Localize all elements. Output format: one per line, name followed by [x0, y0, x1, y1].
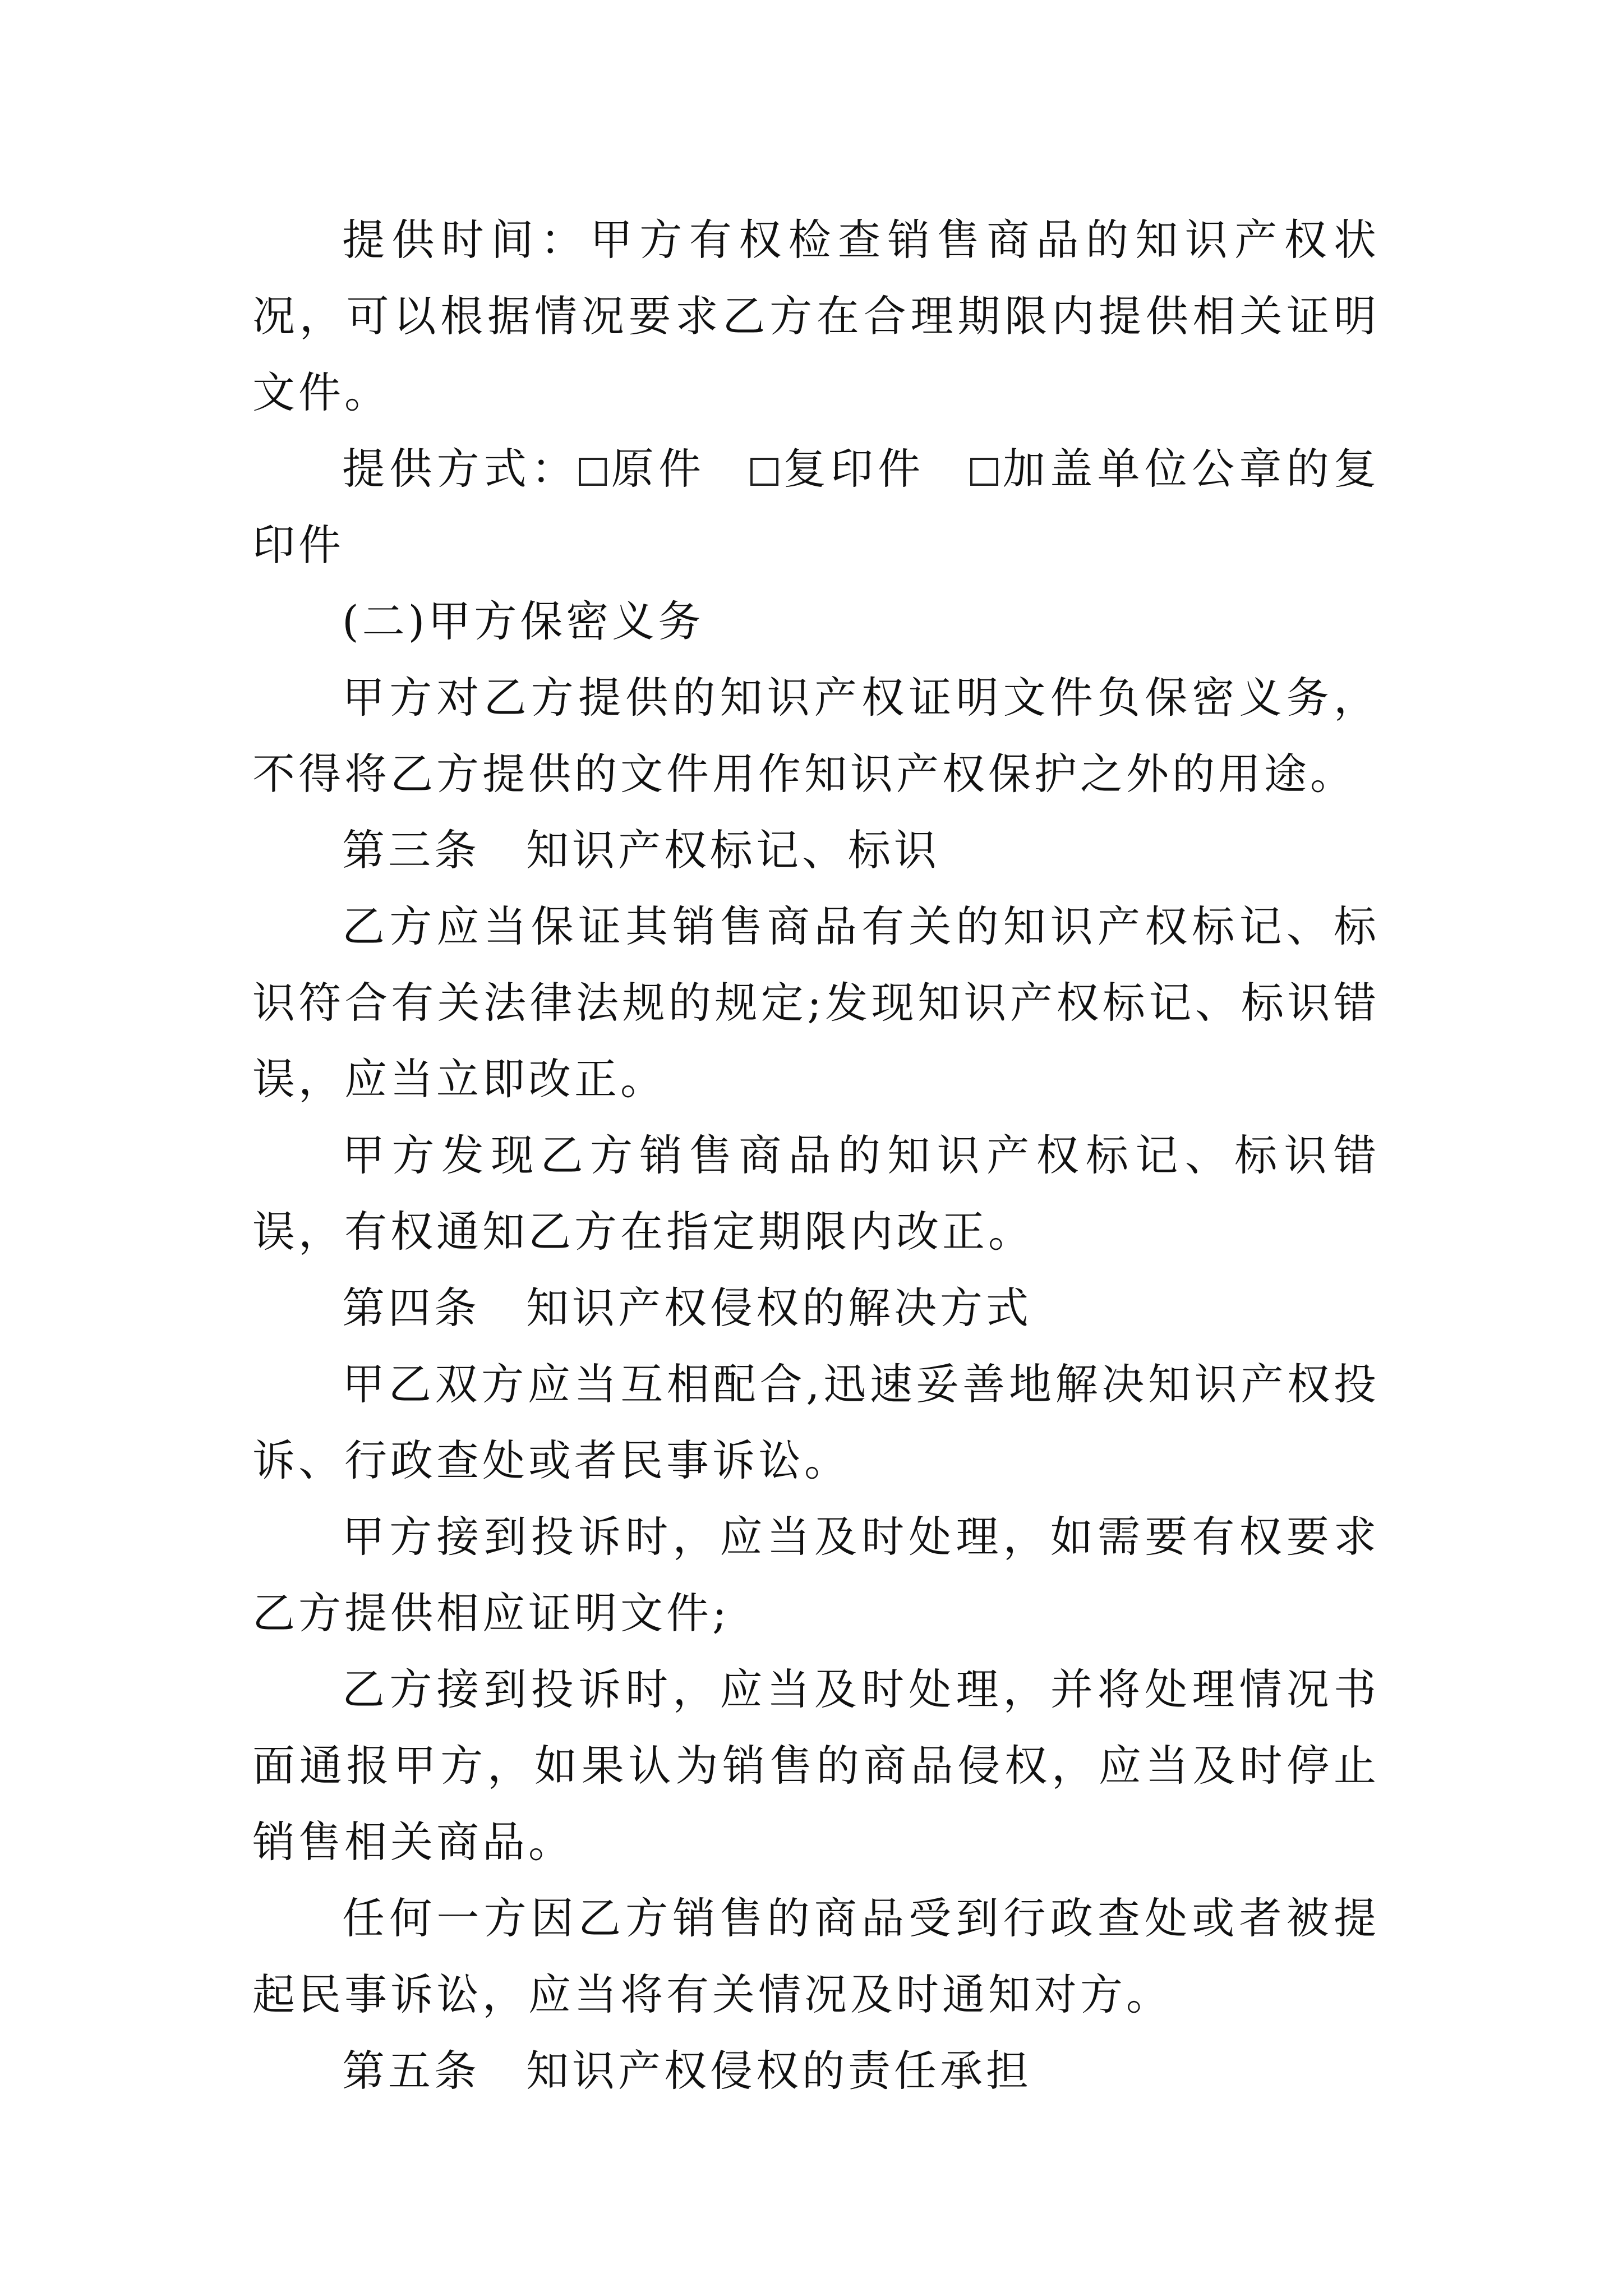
article-4-paragraph-3: 乙方接到投诉时，应当及时处理，并将处理情况书面通报甲方，如果认为销售的商品侵权，应当及时停止销售相关商品。: [252, 1664, 1380, 1867]
article-4-paragraph-2: 甲方接到投诉时，应当及时处理，如需要有权要求乙方提供相应证明文件;: [252, 1512, 1380, 1638]
checkbox-original[interactable]: [579, 458, 607, 486]
option-sealed-copy-label: 加盖单位公章的复印件: [252, 444, 1380, 570]
article-4-paragraph-1: 甲乙双方应当互相配合,迅速妥善地解决知识产权投诉、行政查处或者民事诉讼。: [252, 1359, 1380, 1485]
confidentiality-paragraph: 甲方对乙方提供的知识产权证明文件负保密义务，不得将乙方提供的文件用作知识产权保护之外的用途。: [252, 673, 1380, 799]
article-3-paragraph-2: 甲方发现乙方销售商品的知识产权标记、标识错误，有权通知乙方在指定期限内改正。: [252, 1130, 1380, 1257]
document-page: [252, 202, 1380, 2109]
checkbox-copy[interactable]: [750, 458, 778, 486]
article-4-paragraph-4: 任何一方因乙方销售的商品受到行政查处或者被提起民事诉讼，应当将有关情况及时通知对方。: [252, 1893, 1380, 2019]
option-copy-label: 复印件: [782, 444, 925, 494]
article-4-heading: 第四条 知识产权侵权的解决方式: [342, 1283, 1032, 1333]
provide-time-paragraph: 提供时间：甲方有权检查销售商品的知识产权状况，可以根据情况要求乙方在合理期限内提供相关证明文件。: [252, 215, 1380, 417]
article-3-heading: 第三条 知识产权标记、标识: [342, 825, 940, 875]
provide-method-label: 提供方式：: [342, 444, 579, 494]
section-heading-confidentiality: (二)甲方保密义务: [342, 596, 704, 646]
article-5-heading: 第五条 知识产权侵权的责任承担: [342, 2046, 1032, 2096]
article-3-paragraph-1: 乙方应当保证其销售商品有关的知识产权标记、标识符合有关法律法规的规定;发现知识产权标记、标识错误，应当立即改正。: [252, 901, 1380, 1104]
option-original-label: 原件: [610, 444, 706, 494]
checkbox-sealed-copy[interactable]: [970, 458, 998, 486]
provide-method-paragraph: [252, 431, 1380, 583]
